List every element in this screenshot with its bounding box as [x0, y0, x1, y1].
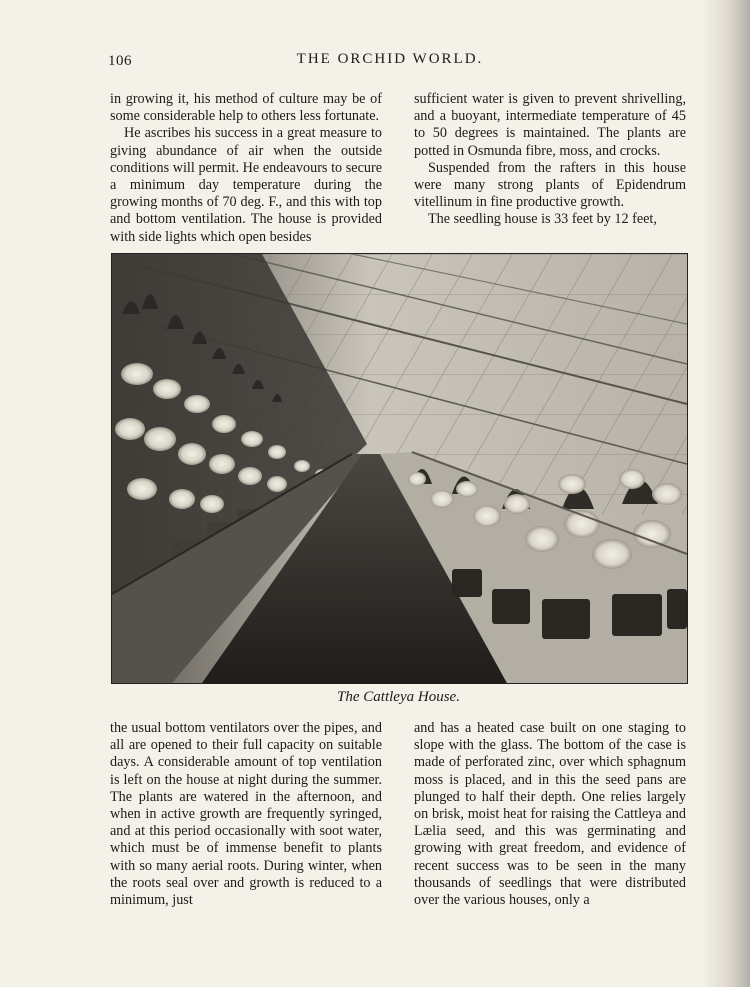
column-bottom-right — [414, 720, 686, 909]
figure-caption: The Cattleya House. — [337, 689, 460, 705]
running-title: THE ORCHID WORLD. — [296, 51, 484, 67]
column-top-right — [414, 91, 686, 229]
page-number: 106 — [108, 53, 132, 69]
cattleya-house-photograph — [111, 253, 688, 684]
paragraph: the usual bottom ventilators over the pipes, and all are opened to their full capacity on suitable days. A considerable amount of top ventilation is left on the house at night during the summer. The plants are watered in the afternoon, and when in active growth are frequently syringed, and at this period occasionally with soot water, which must be of immense benefit to plants with so many aerial roots. During winter, when the roots seal over and growth is reduced to a minimum, just — [110, 720, 382, 909]
column-bottom-left — [110, 720, 382, 909]
paragraph: Suspended from the rafters in this house were many strong plants of Epidendrum vitellinum in fine productive growth. — [414, 159, 686, 211]
greenhouse-photo-illustration — [112, 254, 687, 683]
paragraph: and has a heated case built on one staging to slope with the glass. The bottom of the case is made of perforated zinc, over which sphagnum moss is placed, and in this the seed pans are plunged to half their depth. One relies largely on brisk, moist heat for raising the Cattleya and Lælia seed, and this was germinating and growing with great freedom, and evidence of recent success was to be seen in the many thousands of seedlings that were distributed over the various houses, only a — [414, 720, 686, 909]
paragraph: in growing it, his method of culture may be of some considerable help to others less fortunate. — [110, 91, 382, 125]
paragraph: He ascribes his success in a great measure to giving abundance of air when the outside conditions will permit. He endeavours to secure a minimum day temperature during the growing months of 70 deg. F., and this with top and bottom ventilation. The house is provided with side lights which open besides — [110, 125, 382, 245]
page-edge-shadow — [702, 0, 750, 987]
column-top-left — [110, 91, 382, 246]
paragraph: The seedling house is 33 feet by 12 feet, — [428, 211, 657, 228]
paragraph: sufficient water is given to prevent shrivelling, and a buoyant, intermediate temperature of 45 to 50 degrees is maintained. The plants are potted in Osmunda fibre, moss, and crocks. — [414, 91, 686, 159]
